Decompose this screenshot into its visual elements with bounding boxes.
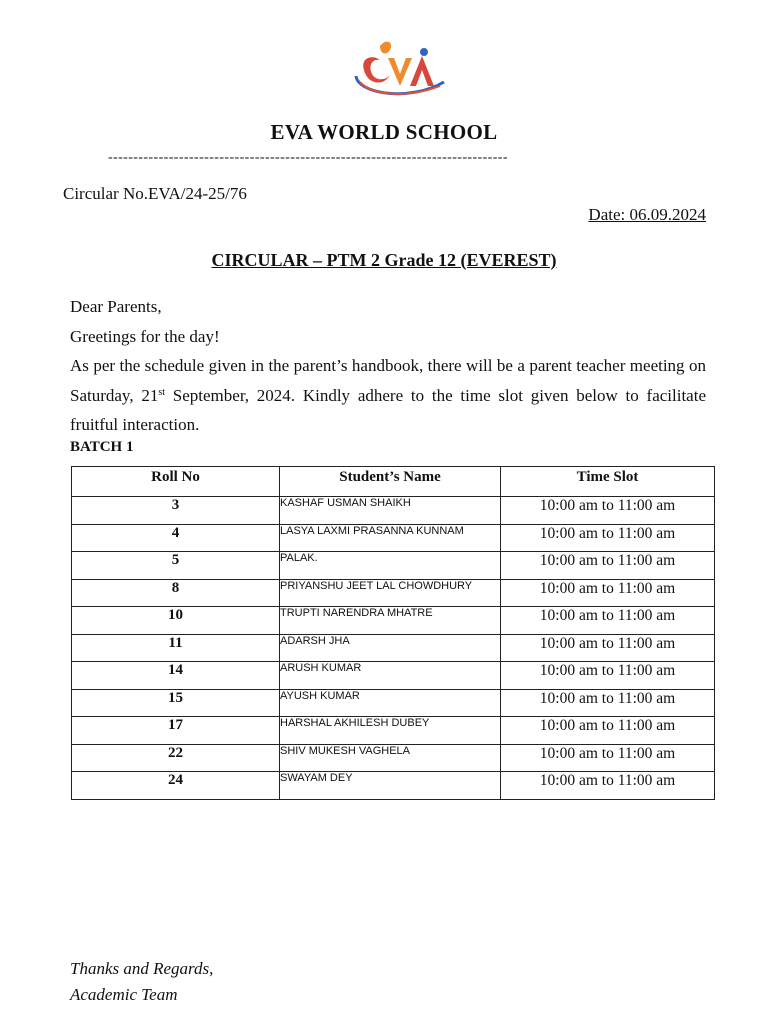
- schedule-paragraph: [70, 351, 706, 440]
- roll-no-cell: 24: [72, 772, 280, 800]
- letter-body: [70, 292, 706, 440]
- time-slot-cell: 10:00 am to 11:00 am: [501, 689, 715, 717]
- student-name-cell: SWAYAM DEY: [280, 772, 501, 800]
- table-row: [72, 772, 715, 800]
- table-row: [72, 497, 715, 525]
- sender-name: Academic Team: [70, 985, 178, 1004]
- time-slot-cell: 10:00 am to 11:00 am: [501, 552, 715, 580]
- student-name-cell: HARSHAL AKHILESH DUBEY: [280, 717, 501, 745]
- salutation: Dear Parents,: [70, 297, 162, 316]
- table-row: [72, 634, 715, 662]
- roll-no-cell: 10: [72, 607, 280, 635]
- table-row: [72, 524, 715, 552]
- student-name-cell: ARUSH KUMAR: [280, 662, 501, 690]
- time-slot-cell: 10:00 am to 11:00 am: [501, 579, 715, 607]
- student-name-cell: PALAK.: [280, 552, 501, 580]
- ptm-schedule-table: [71, 466, 715, 800]
- student-name-cell: SHIV MUKESH VAGHELA: [280, 744, 501, 772]
- student-name-cell: ADARSH JHA: [280, 634, 501, 662]
- header-time-slot: Time Slot: [501, 467, 715, 497]
- table-header-row: [72, 467, 715, 497]
- circular-title: CIRCULAR – PTM 2 Grade 12 (EVEREST): [211, 250, 557, 270]
- roll-no-cell: 11: [72, 634, 280, 662]
- paragraph-part-2: September, 2024. Kindly adhere to the time slot given below to facilitate fruitful interaction.: [70, 385, 706, 434]
- roll-no-cell: 14: [72, 662, 280, 690]
- header-student-name: Student’s Name: [280, 467, 501, 497]
- closing-signature: [70, 956, 213, 1008]
- table-row: [72, 662, 715, 690]
- date-suffix: st: [158, 386, 166, 398]
- student-name-cell: KASHAF USMAN SHAIKH: [280, 497, 501, 525]
- table-row: [72, 744, 715, 772]
- time-slot-cell: 10:00 am to 11:00 am: [501, 772, 715, 800]
- student-name-cell: PRIYANSHU JEET LAL CHOWDHURY: [280, 579, 501, 607]
- table-row: [72, 607, 715, 635]
- table-row: [72, 579, 715, 607]
- roll-no-cell: 5: [72, 552, 280, 580]
- table-row: [72, 717, 715, 745]
- student-name-cell: TRUPTI NARENDRA MHATRE: [280, 607, 501, 635]
- time-slot-cell: 10:00 am to 11:00 am: [501, 524, 715, 552]
- table-row: [72, 552, 715, 580]
- circular-number: Circular No.EVA/24-25/76: [63, 184, 247, 203]
- roll-no-cell: 4: [72, 524, 280, 552]
- greeting: Greetings for the day!: [70, 326, 220, 346]
- roll-no-cell: 17: [72, 717, 280, 745]
- paragraph-part-1: As per the schedule given in the parent’s handbook, there will be a parent teacher meeting on Saturday, 21: [70, 356, 706, 405]
- header-divider: -------------------------------------------------------------------------------: [108, 150, 508, 165]
- school-name: EVA WORLD SCHOOL: [270, 120, 498, 144]
- roll-no-cell: 22: [72, 744, 280, 772]
- table-row: [72, 689, 715, 717]
- roll-no-cell: 3: [72, 497, 280, 525]
- school-logo: [350, 40, 450, 106]
- time-slot-cell: 10:00 am to 11:00 am: [501, 662, 715, 690]
- circular-date: Date: 06.09.2024: [588, 205, 706, 224]
- closing-line: Thanks and Regards,: [70, 959, 214, 978]
- student-name-cell: LASYA LAXMI PRASANNA KUNNAM: [280, 524, 501, 552]
- student-name-cell: AYUSH KUMAR: [280, 689, 501, 717]
- time-slot-cell: 10:00 am to 11:00 am: [501, 634, 715, 662]
- batch-label: BATCH 1: [70, 439, 134, 455]
- time-slot-cell: 10:00 am to 11:00 am: [501, 607, 715, 635]
- time-slot-cell: 10:00 am to 11:00 am: [501, 497, 715, 525]
- roll-no-cell: 15: [72, 689, 280, 717]
- header-roll-no: Roll No: [72, 467, 280, 497]
- time-slot-cell: 10:00 am to 11:00 am: [501, 717, 715, 745]
- roll-no-cell: 8: [72, 579, 280, 607]
- time-slot-cell: 10:00 am to 11:00 am: [501, 744, 715, 772]
